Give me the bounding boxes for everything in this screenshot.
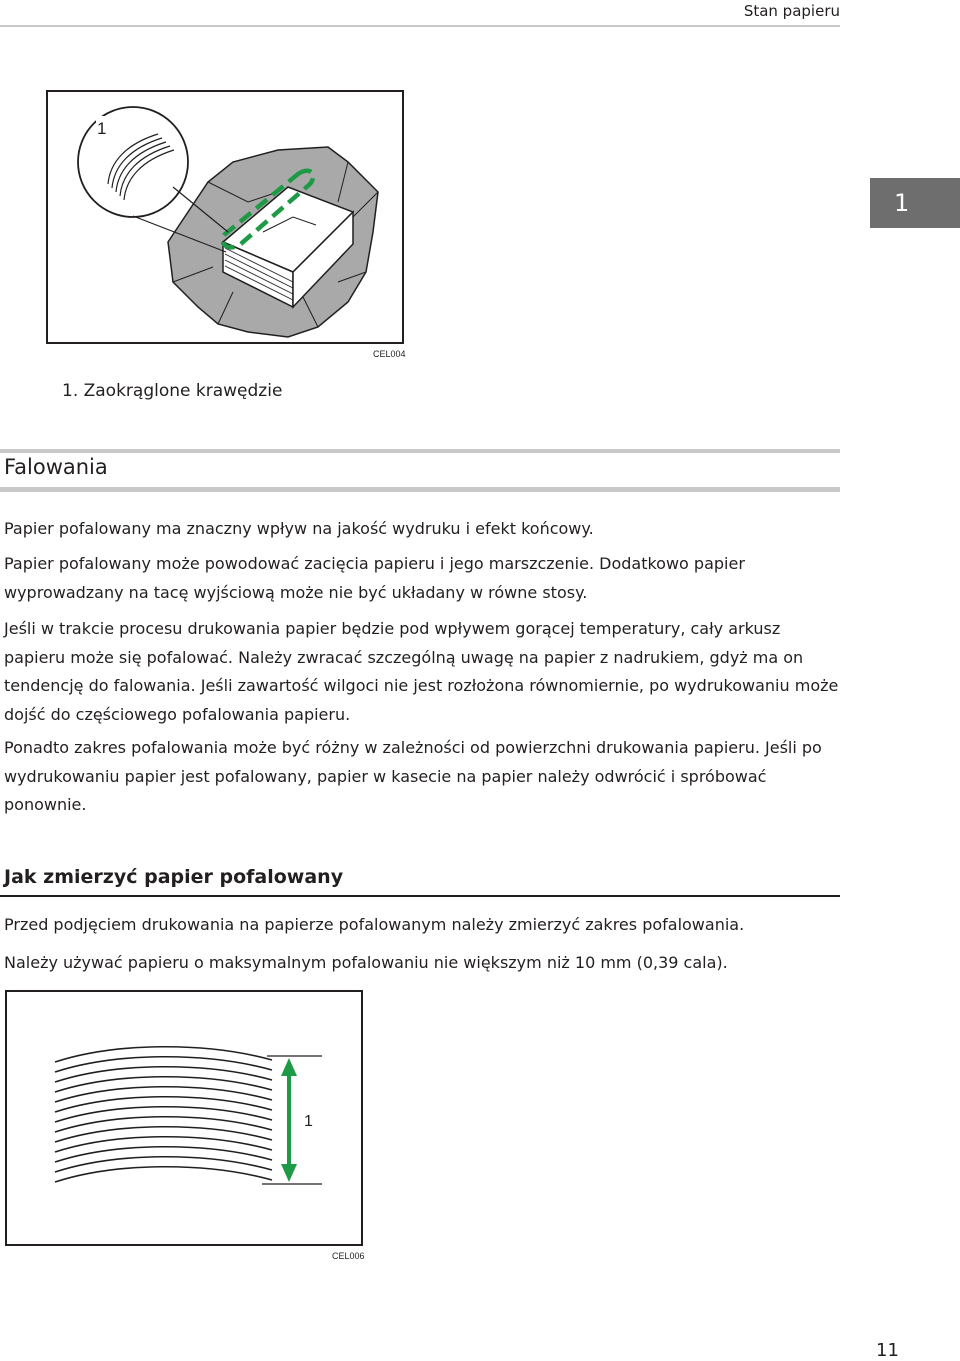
figure-bottom-callout: 1 (304, 1113, 313, 1130)
curled-sheets (55, 1047, 272, 1182)
figure-rounded-edges (46, 90, 404, 344)
rounded-edges-illustration (48, 92, 402, 342)
figure-bottom-code: CEL006 (332, 1251, 365, 1261)
curl-height-arrow (281, 1058, 297, 1182)
subsection-rule (0, 895, 840, 897)
page-number: 11 (876, 1340, 899, 1361)
section-rule-top (0, 449, 840, 453)
figure-caption: 1. Zaokrąglone krawędzie (62, 381, 283, 401)
curl-measurement-illustration (7, 992, 361, 1244)
paragraph: Papier pofalowany może powodować zacięcia papieru i jego marszczenie. Dodatkowo papier wyprowadzany na tacę wyjściową może nie być układany w równe stosy. (4, 554, 745, 602)
paragraph: Jeśli w trakcie procesu drukowania papier będzie pod wpływem gorącej temperatury, cały arkusz papieru może się pofalować. Należy zwracać szczególną uwagę na papier z nadrukiem, gdyż ma on tendencję do falowania. Jeśli zawartość wilgoci nie jest rozłożona równomiernie, po wydrukowaniu może dojść do częściowego pofalowania papieru. (4, 619, 839, 724)
paragraph: Papier pofalowany ma znaczny wpływ na jakość wydruku i efekt końcowy. (4, 519, 594, 538)
section-rule-bottom (0, 487, 840, 492)
figure-top-code: CEL004 (373, 349, 406, 359)
header-rule (0, 25, 840, 27)
figure-top-callout: 1 (97, 119, 107, 138)
subsection-title: Jak zmierzyć papier pofalowany (4, 866, 344, 888)
chapter-number: 1 (894, 189, 910, 217)
paragraph: Ponadto zakres pofalowania może być różny w zależności od powierzchni drukowania papieru. Jeśli po wydrukowaniu papier jest pofalowany, papier w kasecie na papier należy odwrócić i spróbować ponownie. (4, 738, 822, 814)
paragraph: Należy używać papieru o maksymalnym pofalowaniu nie większym niż 10 mm (0,39 cala). (4, 953, 728, 972)
running-header: Stan papieru (743, 2, 840, 20)
section-title: Falowania (4, 455, 108, 479)
chapter-tab (870, 178, 960, 228)
paragraph: Przed podjęciem drukowania na papierze pofalowanym należy zmierzyć zakres pofalowania. (4, 915, 745, 934)
figure-curl-measurement (5, 990, 363, 1246)
